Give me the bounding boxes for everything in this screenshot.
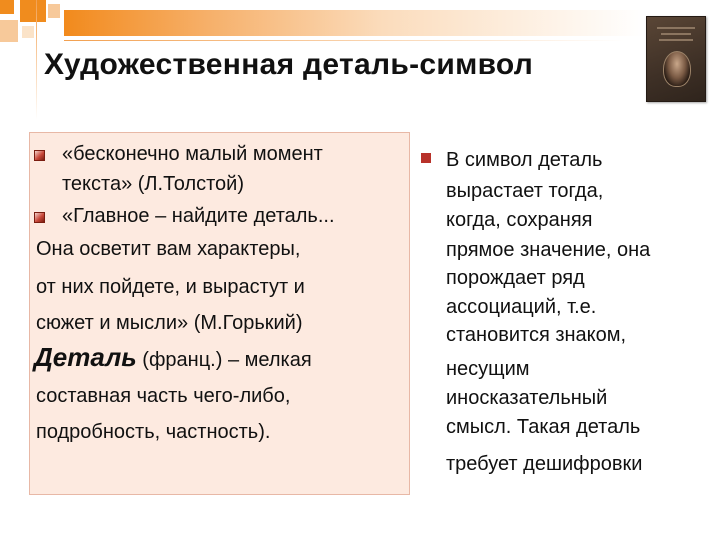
decor-square-pale xyxy=(22,26,34,38)
portrait-image xyxy=(663,51,691,87)
quote-tolstoy-line: текста» (Л.Толстой) xyxy=(62,173,245,195)
decor-square-orange xyxy=(20,0,46,22)
square-bullet-icon xyxy=(34,212,45,223)
definition-line: подробность, частность). xyxy=(36,421,271,443)
definition-line xyxy=(34,342,312,372)
right-text-line: вырастает тогда, xyxy=(446,180,604,202)
header-divider xyxy=(64,40,624,41)
definition-term: Деталь xyxy=(34,342,137,372)
decor-square-peach xyxy=(0,20,18,42)
quote-gorky-line: от них пойдете, и вырастут и xyxy=(36,276,305,298)
square-bullet-icon xyxy=(421,153,431,163)
left-vertical-rule xyxy=(36,0,37,120)
quote-gorky-line: «Главное – найдите деталь... xyxy=(62,205,335,227)
right-text-line: смысл. Такая деталь xyxy=(446,416,641,438)
right-text-line: прямое значение, она xyxy=(446,239,651,261)
decor-square-peach xyxy=(48,4,60,18)
right-text-line: ассоциаций, т.е. xyxy=(446,296,597,318)
definition-line: составная часть чего-либо, xyxy=(36,385,291,407)
right-text-line: иносказательный xyxy=(446,387,608,409)
slide-title: Художественная деталь-символ xyxy=(44,48,534,81)
definition-text: (франц.) – мелкая xyxy=(136,349,312,371)
book-cover-image xyxy=(646,16,706,102)
decor-square-orange xyxy=(0,0,14,14)
right-text-line: становится знаком, xyxy=(446,324,627,346)
quote-gorky-line: Она осветит вам характеры, xyxy=(36,238,301,260)
quote-gorky-line: сюжет и мысли» (М.Горький) xyxy=(36,312,303,334)
right-text-line: несущим xyxy=(446,358,530,380)
right-text-line: В символ деталь xyxy=(446,149,603,171)
right-text-line: требует дешифровки xyxy=(446,453,643,475)
quote-tolstoy-line: «бесконечно малый момент xyxy=(62,143,323,165)
square-bullet-icon xyxy=(34,150,45,161)
right-text-line: порождает ряд xyxy=(446,267,585,289)
right-text-line: когда, сохраняя xyxy=(446,209,593,231)
header-gradient-band xyxy=(64,10,644,36)
